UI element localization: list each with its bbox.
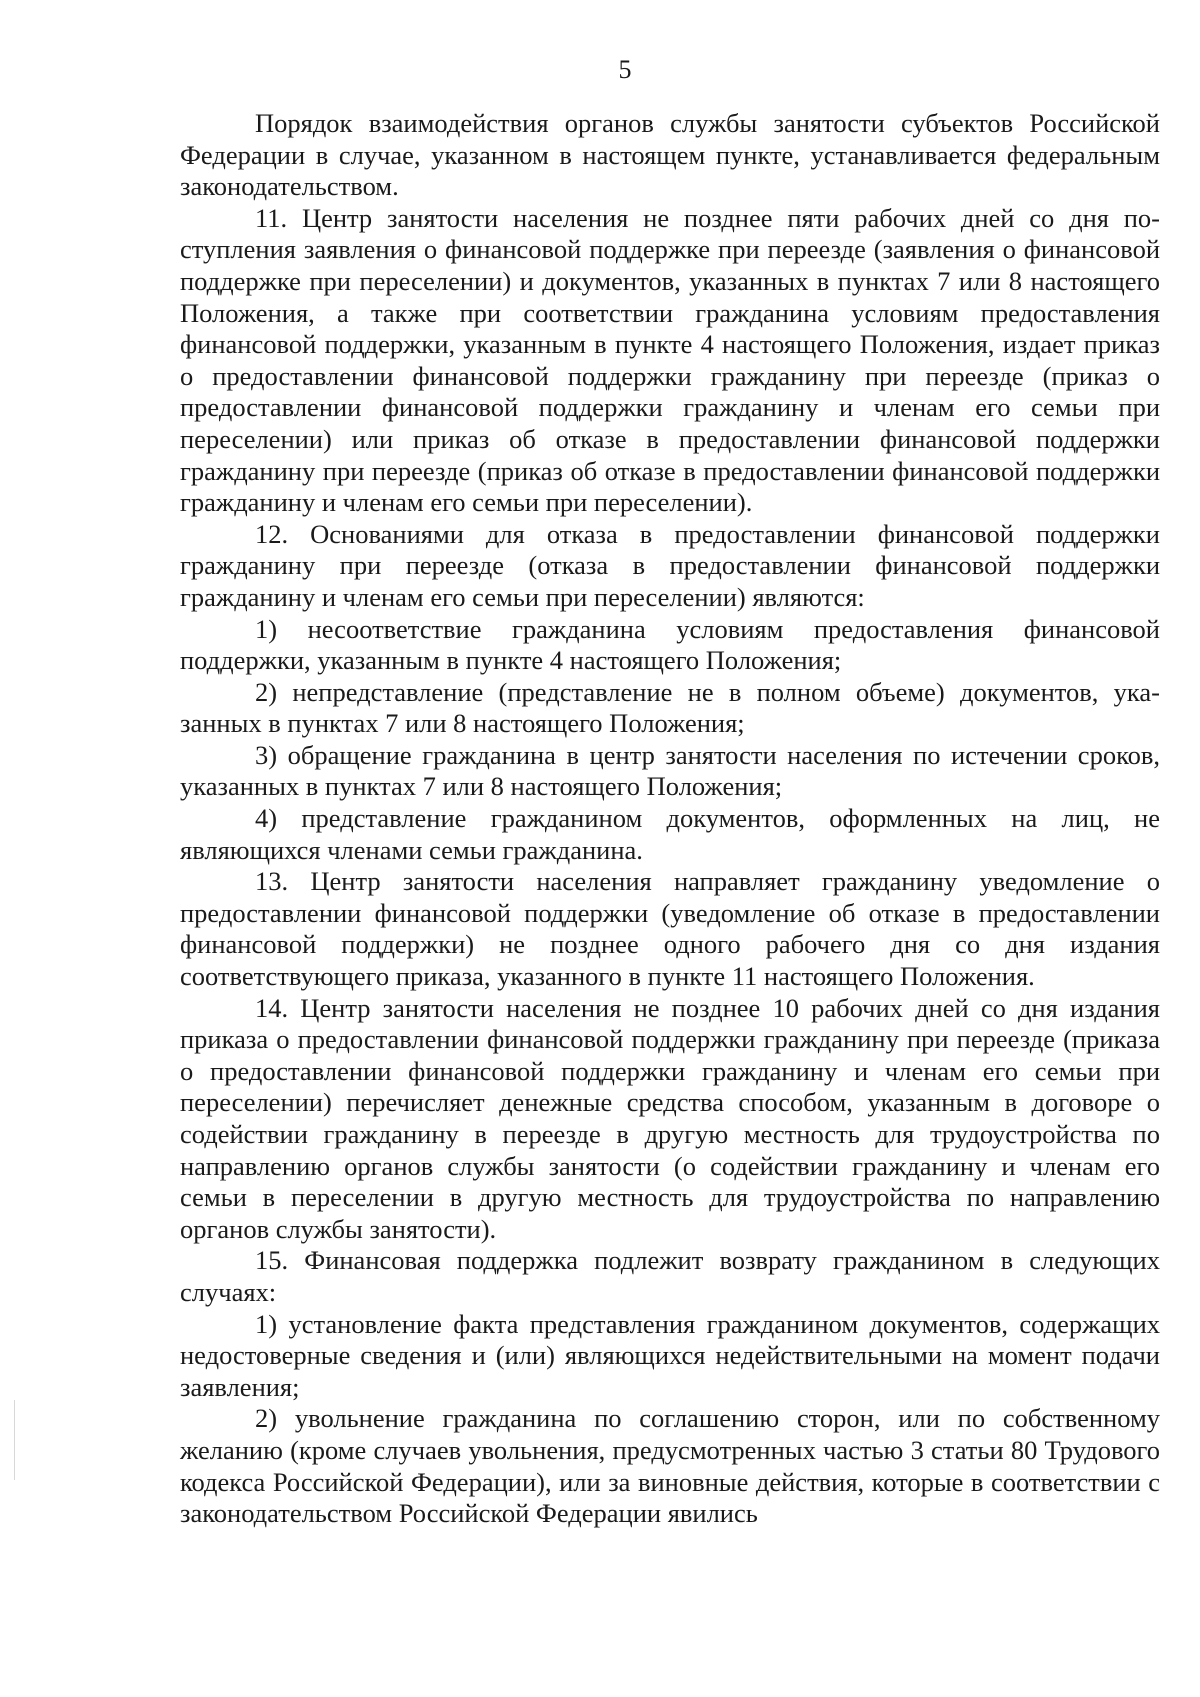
- scan-edge-mark: [14, 1400, 15, 1480]
- paragraph-item-12-sub-3: 3) обращение гражданина в центр занятости населения по истечении сроков, указанных в пунктах 7 или 8 настоящего Положения;: [180, 739, 1160, 802]
- paragraph-item-12: 12. Основаниями для отказа в предоставлении финансовой поддержки гражданину при переезде (отказа в предоставлении финансовой поддержки гражданину и членам его семьи при переселении) являются:: [180, 518, 1160, 612]
- paragraph-item-13: 13. Центр занятости населения направляет гражданину уведомление о предоставлении финансовой поддержки (уведомление об отказе в предоставлении финансовой поддержки) не позднее одного рабочего дня со дня издания соответствующего приказа, указанного в пункте 11 настоящего Положения.: [180, 866, 1160, 992]
- paragraph-item-12-sub-2: 2) непредставление (представление не в полном объеме) документов, указанных в пунктах 7 или 8 настоящего Положения;: [180, 676, 1160, 739]
- paragraph-item-14: 14. Центр занятости населения не позднее 10 рабочих дней со дня издания приказа о предоставлении финансовой поддержки гражданину при переезде (приказа о предоставлении финансовой поддержки гражданину и членам его семьи при переселении) перечисляет денежные средства способом, указанным в договоре о содействии гражданину в переезде в другую местность для трудоустройства по направлению органов службы занятости (о содействии гражданину и членам его семьи в переселении в другую местность для трудоустройства по направлению органов службы занятости).: [180, 992, 1160, 1244]
- page-number: 5: [618, 55, 632, 84]
- paragraph-item-15-sub-2: 2) увольнение гражданина по соглашению сторон, или по собственному желанию (кроме случаев увольнения, предусмотренных частью 3 статьи 80 Трудового кодекса Российской Федерации), или за виновные действия, которые в соответствии с законодательством Российской Федерации явились: [180, 1403, 1160, 1529]
- paragraph-item-12-sub-1: 1) несоответствие гражданина условиям предоставления финансовой поддержки, указанным в пункте 4 настоящего Положения;: [180, 613, 1160, 676]
- paragraph-intro-order: Порядок взаимодействия органов службы занятости субъектов Российской Федерации в случае, указанном в настоящем пункте, устанавливается федеральным законодательством.: [180, 108, 1160, 202]
- paragraph-item-15-sub-1: 1) установление факта представления гражданином документов, содержащих недостоверные сведения и (или) являющихся недействительными на момент подачи заявления;: [180, 1308, 1160, 1402]
- paragraph-item-11: 11. Центр занятости населения не позднее пяти рабочих дней со дня поступления заявления о финансовой поддержке при переезде (заявления о финансовой поддержке при переселении) и документов, указанных в пунктах 7 или 8 настоящего Положения, а также при соответствии гражданина условиям предоставления финансовой поддержки, указанным в пункте 4 настоящего Положения, издает приказ о предоставлении финансовой поддержки гражданину при переезде (приказ о предоставлении финансовой поддержки гражданину и членам его семьи при переселении) или приказ об отказе в предоставлении финансовой поддержки гражданину при переезде (приказ об отказе в предоставлении финансовой поддержки гражданину и членам его семьи при переселении).: [180, 202, 1160, 518]
- paragraph-item-12-sub-4: 4) представление гражданином документов, оформленных на лиц, не являющихся членами семьи гражданина.: [180, 803, 1160, 865]
- paragraph-item-15: 15. Финансовая поддержка подлежит возврату гражданином в следующих случаях:: [180, 1245, 1160, 1307]
- document-body: [180, 108, 1160, 1530]
